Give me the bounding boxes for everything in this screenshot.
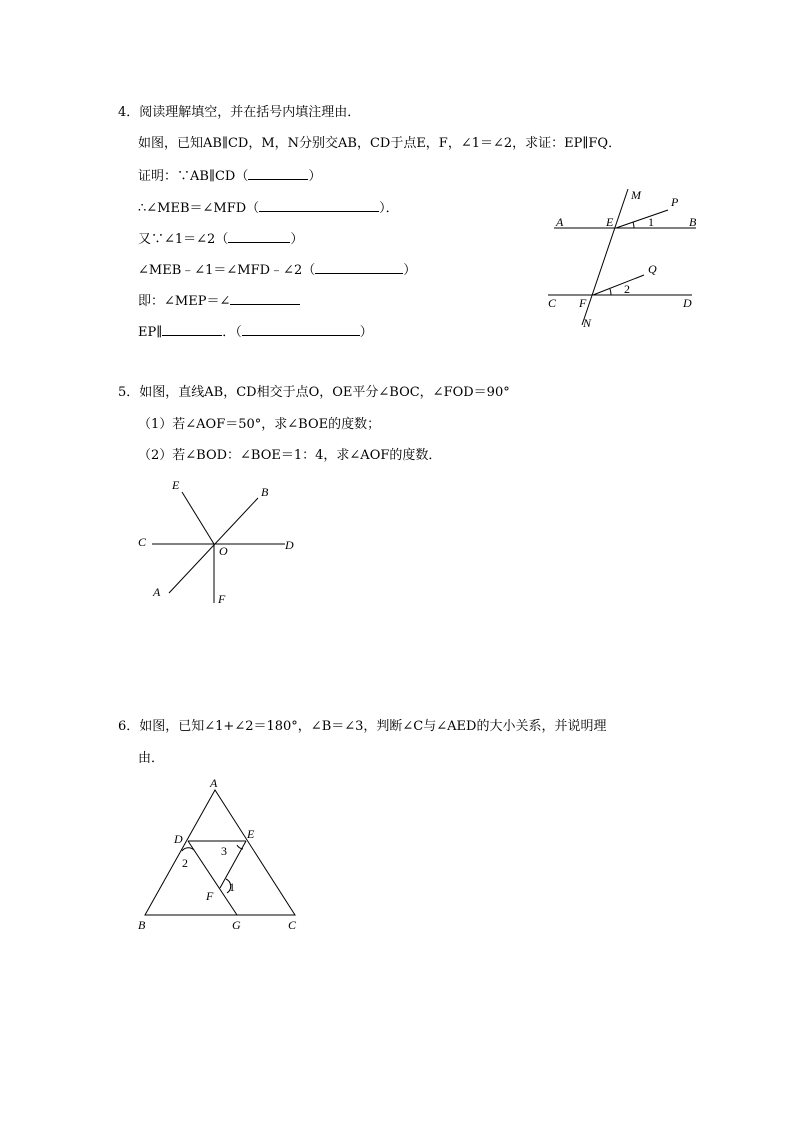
answer-blank-2[interactable] — [259, 198, 379, 212]
q4-line-6-close: ） — [359, 325, 373, 340]
label-C: C — [548, 296, 557, 310]
q6-title: 6．如图，已知∠1+∠2＝180°，∠B＝∠3，判断∠C与∠AED的大小关系，并说明理 — [118, 719, 607, 734]
q4-line-6-text: EP∥ — [138, 325, 163, 340]
q6-title-cont: 由． — [138, 751, 165, 766]
label-G: G — [232, 918, 241, 932]
label-E: E — [247, 827, 255, 841]
q4-given: 如图，已知AB∥CD，M，N分别交AB，CD于点E，F，∠1＝∠2，求证：EP∥FQ． — [138, 136, 622, 151]
label-angle-1: 1 — [648, 215, 654, 229]
label-D: D — [285, 538, 294, 552]
answer-blank-4[interactable] — [315, 260, 403, 274]
q4-line-3 — [138, 229, 303, 249]
label-C: C — [288, 918, 297, 932]
q4-line-2-text: ∴∠MEB＝∠MFD（ — [138, 201, 260, 216]
ray-FQ — [593, 275, 644, 295]
answer-blank-6[interactable] — [162, 322, 222, 336]
line-MN — [582, 189, 628, 325]
answer-blank-3[interactable] — [228, 229, 290, 243]
label-D: D — [683, 296, 692, 310]
label-B: B — [138, 918, 146, 932]
q4-line-4-close: ） — [403, 263, 417, 278]
label-D: D — [174, 832, 183, 846]
q4-line-3-text: 又∵∠1＝∠2（ — [138, 232, 229, 247]
label-F: F — [218, 592, 226, 606]
q6-figure — [130, 775, 310, 940]
q4-line-2 — [138, 198, 399, 218]
q4-line-5 — [138, 291, 300, 311]
label-angle-3: 3 — [221, 844, 227, 858]
label-O: O — [219, 544, 228, 558]
label-A: A — [153, 585, 161, 599]
label-angle-2: 2 — [624, 282, 630, 296]
triangle-ABC — [145, 790, 295, 915]
label-N: N — [583, 316, 592, 330]
label-angle-2: 2 — [182, 856, 188, 870]
label-E: E — [172, 478, 180, 492]
label-C: C — [138, 535, 147, 549]
q5-part-2: （2）若∠BOD：∠BOE＝1：4，求∠AOF的度数． — [138, 448, 442, 463]
label-M: M — [631, 188, 641, 202]
q4-line-1-close: ） — [308, 169, 322, 184]
q5-part-1: （1）若∠AOF＝50°，求∠BOE的度数； — [138, 417, 381, 432]
angle-2-arc — [182, 848, 194, 851]
label-B: B — [261, 485, 269, 499]
q5-title: 5．如图，直线AB，CD相交于点O，OE平分∠BOC，∠FOD＝90° — [118, 385, 510, 400]
q4-figure — [540, 185, 710, 335]
q4-line-6 — [138, 322, 373, 342]
answer-blank-7[interactable] — [242, 322, 360, 336]
q4-line-3-close: ） — [290, 232, 304, 247]
q4-line-5-text: 即：∠MEP＝∠ — [138, 294, 231, 309]
q4-line-6-mid: ．（ — [222, 325, 242, 340]
label-F: F — [579, 296, 587, 310]
label-P: P — [671, 195, 679, 209]
angle-2-arc — [610, 289, 611, 295]
angle-3-arc — [237, 845, 243, 849]
label-E: E — [606, 215, 614, 229]
ray-EP — [616, 210, 668, 228]
q4-line-4-text: ∠MEB﹣∠1＝∠MFD﹣∠2（ — [138, 263, 316, 278]
label-A: A — [556, 215, 564, 229]
q5-figure — [130, 475, 310, 615]
ray-OE — [182, 492, 214, 544]
answer-blank-1[interactable] — [248, 166, 308, 180]
label-A: A — [210, 776, 218, 790]
q4-line-1-text: 证明：∵AB∥CD（ — [138, 169, 249, 184]
label-angle-1: 1 — [229, 880, 235, 894]
q4-line-2-close: ）． — [379, 201, 399, 216]
q4-title: 4．阅读理解填空，并在括号内填注理由． — [118, 105, 361, 120]
angle-1-arc — [633, 222, 634, 228]
answer-blank-5[interactable] — [230, 291, 300, 305]
segment-DG — [188, 841, 237, 915]
label-Q: Q — [648, 262, 657, 276]
label-B: B — [689, 215, 697, 229]
label-F: F — [206, 889, 214, 903]
q4-line-4 — [138, 260, 416, 280]
q4-line-1 — [138, 166, 321, 186]
